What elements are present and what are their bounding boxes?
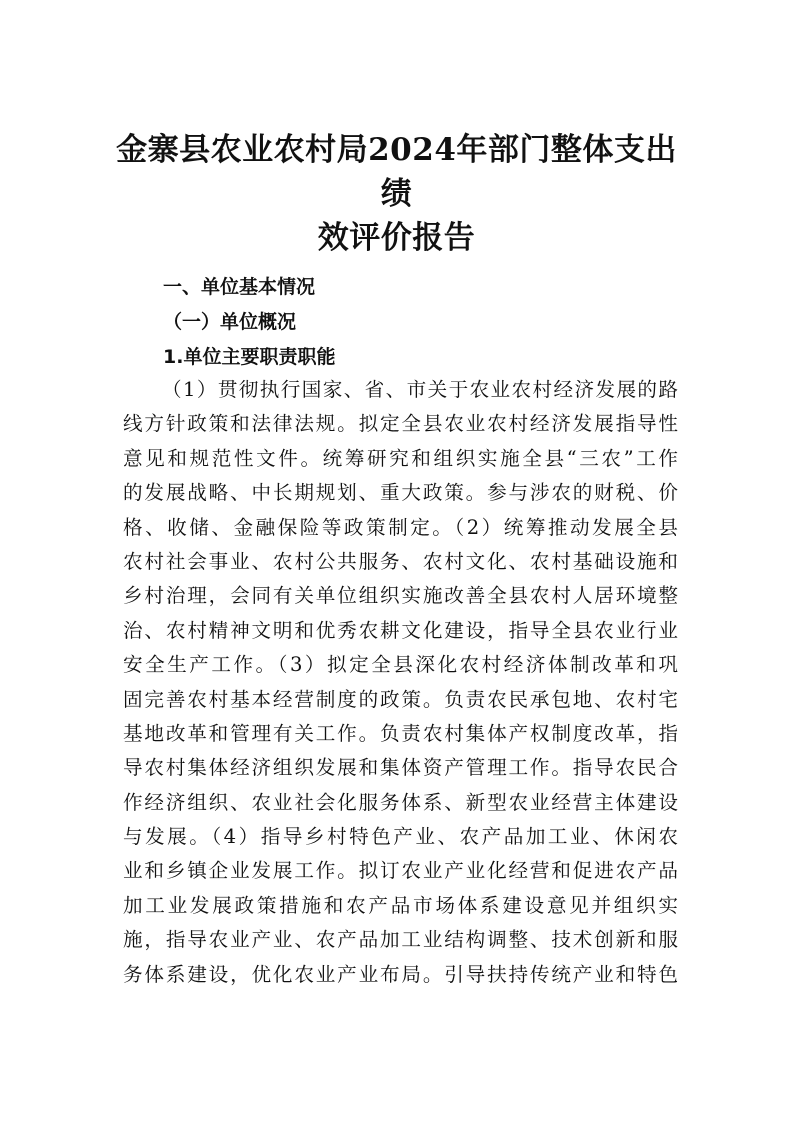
body-line: 治、农村精神文明和优秀农耕文化建设，指导全县农业行业 bbox=[123, 618, 678, 642]
body-line: 业和乡镇企业发展工作。拟订农业产业化经营和促进农产品 bbox=[123, 859, 678, 883]
title-line-2: 效评价报告 bbox=[317, 220, 476, 256]
body-line: 乡村治理，会同有关单位组织实施改善全县农村人居环境整 bbox=[123, 584, 678, 608]
body-line: 线方针政策和法律法规。拟定全县农业农村经济发展指导性 bbox=[123, 412, 678, 436]
item-heading: 1.单位主要职责职能 bbox=[163, 346, 336, 368]
body-line: 农村社会事业、农村公共服务、农村文化、农村基础设施和 bbox=[123, 549, 678, 573]
body-line: 与发展。（4）指导乡村特色产业、农产品加工业、休闲农 bbox=[123, 825, 678, 849]
body-line: 固完善农村基本经营制度的政策。负责农民承包地、农村宅 bbox=[123, 687, 678, 711]
body-line: 格、收储、金融保险等政策制定。（2）统筹推动发展全县 bbox=[123, 515, 678, 539]
body-line: 的发展战略、中长期规划、重大政策。参与涉农的财税、价 bbox=[123, 481, 678, 505]
body-line: 作经济组织、农业社会化服务体系、新型农业经营主体建设 bbox=[123, 790, 678, 814]
body-line: 务体系建设，优化农业产业布局。引导扶持传统产业和特色 bbox=[123, 962, 678, 986]
title-line-1: 金寨县农业农村局2024年部门整体支出绩 bbox=[116, 132, 677, 212]
body-line: （1）贯彻执行国家、省、市关于农业农村经济发展的路 bbox=[162, 378, 678, 401]
body-line: 导农村集体经济组织发展和集体资产管理工作。指导农民合 bbox=[123, 756, 678, 780]
section-heading-1: 一、单位基本情况 bbox=[163, 276, 316, 298]
body-line: 安全生产工作。（3）拟定全县深化农村经济体制改革和巩 bbox=[123, 653, 678, 677]
body-paragraph bbox=[123, 373, 678, 992]
body-line: 施，指导农业产业、农产品加工业结构调整、技术创新和服 bbox=[123, 928, 678, 952]
subsection-heading: （一）单位概况 bbox=[163, 311, 297, 333]
document-title bbox=[110, 128, 683, 260]
body-line: 基地改革和管理有关工作。负责农村集体产权制度改革，指 bbox=[123, 721, 678, 745]
body-line: 加工业发展政策措施和农产品市场体系建设意见并组织实 bbox=[123, 893, 678, 917]
body-line: 意见和规范性文件。统筹研究和组织实施全县“三农”工作 bbox=[123, 446, 678, 470]
